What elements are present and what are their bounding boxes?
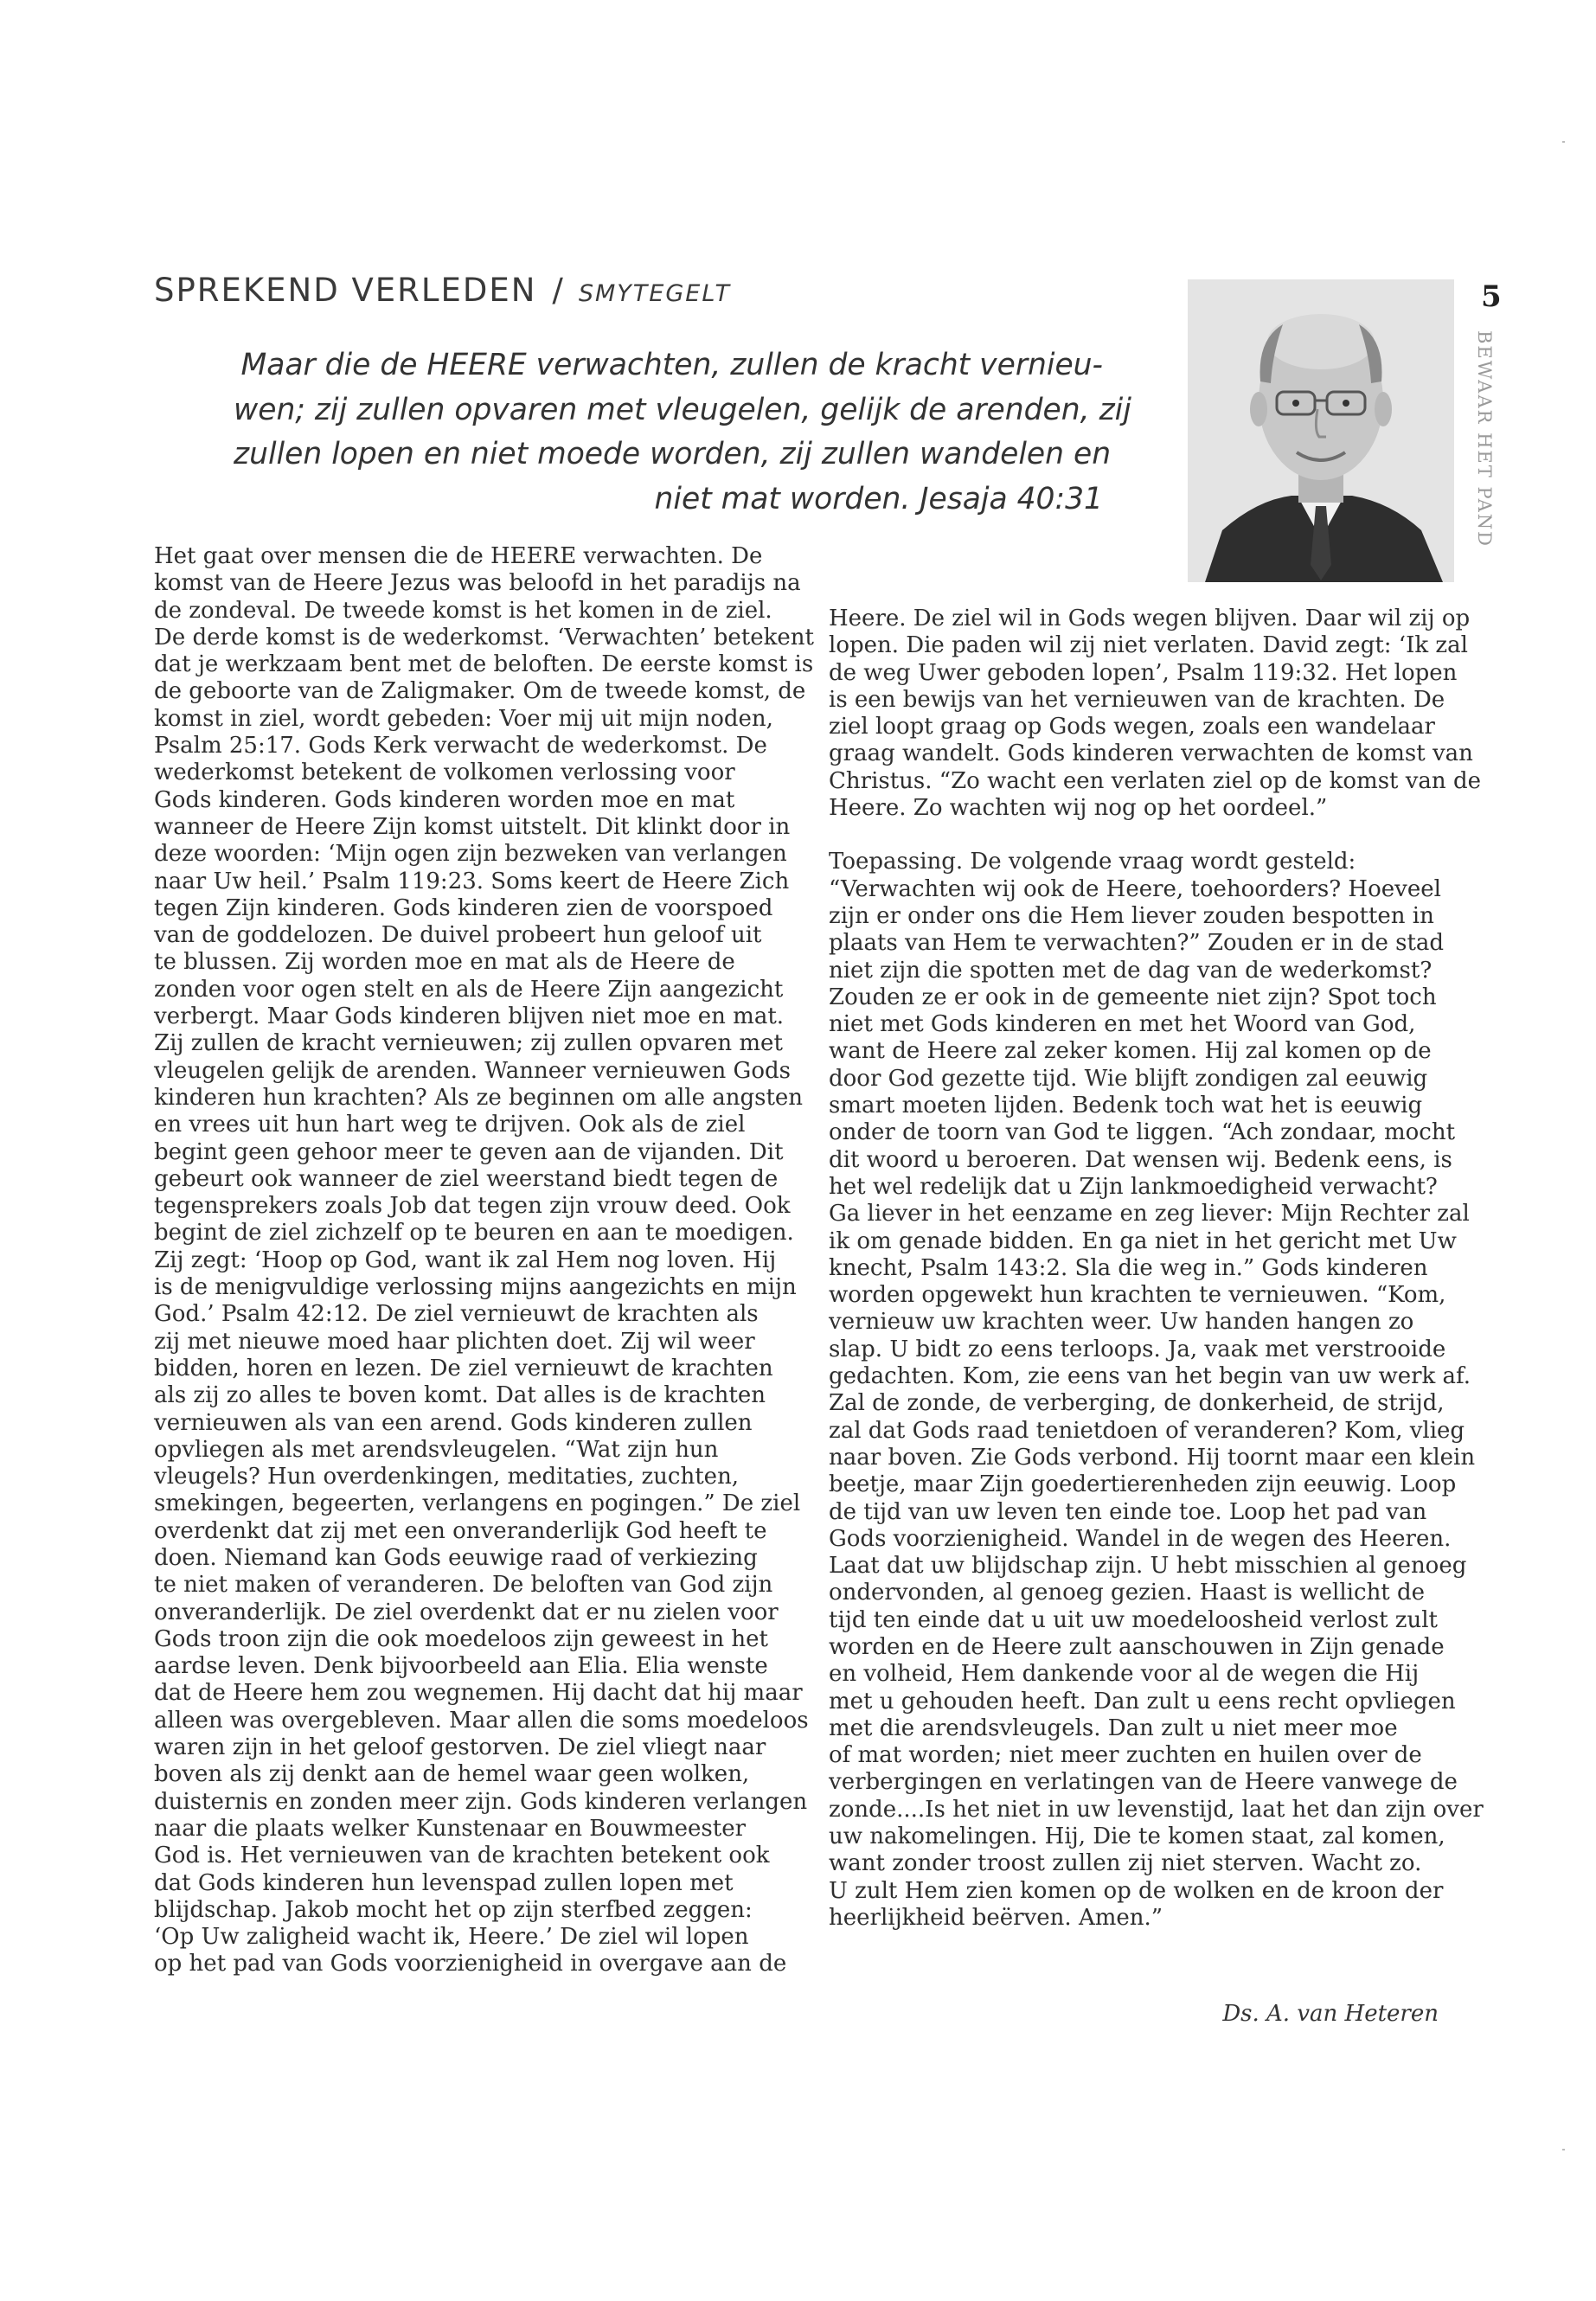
- text-line: het wel redelijk dat u Zijn lankmoedigheid verwacht?: [829, 1173, 1438, 1200]
- text-line: niet met Gods kinderen en met het Woord van God,: [829, 1011, 1416, 1038]
- text-line: dit woord u beroeren. Dat wensen wij. Bedenk eens, is: [829, 1146, 1452, 1173]
- text-line: tegensprekers zoals Job dat tegen zijn vrouw deed. Ook: [154, 1193, 791, 1220]
- text-line: te niet maken of veranderen. De beloften van God zijn: [154, 1572, 773, 1599]
- header-separator: /: [552, 272, 563, 309]
- text-line: alleen was overgebleven. Maar allen die soms moedeloos: [154, 1707, 809, 1734]
- text-line: is de menigvuldige verlossing mijns aangezichts en mijn: [154, 1274, 797, 1301]
- text-line: wederkomst betekent de volkomen verlossing voor: [154, 760, 735, 786]
- text-line: worden opgewekt hun krachten te vernieuwen. “Kom,: [829, 1282, 1446, 1309]
- text-line: U zult Hem zien komen op de wolken en de kroon der: [829, 1877, 1444, 1904]
- text-line: vernieuw uw krachten weer. Uw handen hangen zo: [829, 1309, 1414, 1336]
- text-line: onder de toorn van God te liggen. “Ach zondaar, mocht: [829, 1119, 1456, 1146]
- text-line: Gods voorzienigheid. Wandel in de wegen des Heeren.: [829, 1525, 1452, 1552]
- text-line: zijn er onder ons die Hem liever zouden bespotten in: [829, 902, 1434, 929]
- text-line: Gods kinderen. Gods kinderen worden moe en mat: [154, 786, 735, 813]
- text-line: Heere. Zo wachten wij nog op het oordeel.”: [829, 795, 1328, 822]
- text-line: zij met nieuwe moed haar plichten doet. Zij wil weer: [154, 1328, 755, 1355]
- text-line: ik om genade bidden. En ga niet in het gericht met Uw: [829, 1227, 1457, 1254]
- text-line: Christus. “Zo wacht een verlaten ziel op de komst van de: [829, 767, 1481, 794]
- text-line: de weg Uwer geboden lopen’, Psalm 119:32. Het lopen: [829, 659, 1458, 686]
- quote-line: niet mat worden. Jesaja 40:31: [654, 481, 1103, 516]
- text-line: naar boven. Zie Gods verbond. Hij toornt maar een klein: [829, 1444, 1476, 1471]
- text-line: overdenkt dat zij met een onveranderlijk God heeft te: [154, 1517, 767, 1544]
- text-line: dat de Heere hem zou wegnemen. Hij dacht dat hij maar: [154, 1680, 803, 1707]
- text-line: Psalm 25:17. Gods Kerk verwacht de wederkomst. De: [154, 733, 767, 760]
- text-line: zonden voor ogen stelt en als de Heere Zijn aangezicht: [154, 976, 784, 1003]
- author-portrait-photo: [1188, 279, 1454, 582]
- text-line: ondervonden, al genoeg gezien. Haast is wellicht de: [829, 1580, 1426, 1606]
- text-line: verbergt. Maar Gods kinderen blijven niet moe en mat.: [154, 1003, 785, 1030]
- page-number: 5: [1481, 279, 1502, 314]
- paragraph-gap: [829, 822, 1452, 849]
- crop-mark: [1562, 2149, 1565, 2150]
- text-line: en volheid, Hem dankende voor al de wegen die Hij: [829, 1661, 1420, 1688]
- text-line: van de goddelozen. De duivel probeert hun geloof uit: [154, 922, 762, 949]
- text-line: begint de ziel zichzelf op te beuren en aan te moedigen.: [154, 1220, 794, 1247]
- text-line: gedachten. Kom, zie eens van het begin van uw werk af.: [829, 1363, 1471, 1390]
- text-line: bidden, horen en lezen. De ziel vernieuwt de krachten: [154, 1355, 773, 1381]
- text-line: zonde....Is het niet in uw levenstijd, laat het dan zijn over: [829, 1796, 1484, 1823]
- scripture-quote: [234, 343, 1131, 522]
- text-line: slap. U bidt zo eens terloops. Ja, vaak met verstrooide: [829, 1336, 1446, 1362]
- text-line: opvliegen als met arendsvleugelen. “Wat zijn hun: [154, 1436, 719, 1463]
- text-line: zal dat Gods raad tenietdoen of veranderen? Kom, vlieg: [829, 1417, 1465, 1444]
- text-line: Zij zegt: ‘Hoop op God, want ik zal Hem nog loven. Hij: [154, 1247, 777, 1273]
- text-line: want zonder troost zullen zij niet sterven. Wacht zo.: [829, 1850, 1422, 1877]
- text-line: de geboorte van de Zaligmaker. Om de tweede komst, de: [154, 678, 806, 705]
- text-line: naar die plaats welker Kunstenaar en Bouwmeester: [154, 1815, 747, 1842]
- text-line: als zij zo alles te boven komt. Dat alles is de krachten: [154, 1382, 766, 1409]
- text-line: Laat dat uw blijdschap zijn. U hebt misschien al genoeg: [829, 1553, 1467, 1580]
- text-line: worden en de Heere zult aanschouwen in Zijn genade: [829, 1633, 1445, 1660]
- text-line: vleugels? Hun overdenkingen, meditaties, zuchten,: [154, 1464, 740, 1490]
- text-line: duisternis en zonden meer zijn. Gods kinderen verlangen: [154, 1788, 808, 1815]
- text-line: Ga liever in het eenzame en zeg liever: Mijn Rechter zal: [829, 1201, 1470, 1227]
- text-line: lopen. Die paden wil zij niet verlaten. David zegt: ‘Ik zal: [829, 632, 1468, 659]
- text-line: graag wandelt. Gods kinderen verwachten de komst van: [829, 740, 1473, 767]
- text-line: plaats van Hem te verwachten?” Zouden er in de stad: [829, 930, 1445, 957]
- text-line: vernieuwen als van een arend. Gods kinderen zullen: [154, 1409, 753, 1436]
- article-column-right: [829, 606, 1484, 1932]
- text-line: gebeurt ook wanneer de ziel weerstand biedt tegen de: [154, 1165, 779, 1192]
- text-line: aardse leven. Denk bijvoorbeeld aan Elia. Elia wenste: [154, 1653, 768, 1680]
- text-line: tijd ten einde dat u uit uw moedeloosheid verlost zult: [829, 1606, 1439, 1633]
- text-line: Zij zullen de kracht vernieuwen; zij zullen opvaren met: [154, 1030, 783, 1057]
- text-line: ziel loopt graag op Gods wegen, zoals een wandelaar: [829, 714, 1435, 740]
- series-title: SMYTEGELT: [578, 280, 732, 307]
- text-line: tegen Zijn kinderen. Gods kinderen zien de voorspoed: [154, 894, 773, 921]
- text-line: Gods troon zijn die ook moedeloos zijn geweest in het: [154, 1625, 768, 1652]
- section-title: SPREKEND VERLEDEN: [154, 272, 537, 309]
- text-line: “Verwachten wij ook de Heere, toehoorders? Hoeveel: [829, 875, 1441, 902]
- text-line: doen. Niemand kan Gods eeuwige raad of verkiezing: [154, 1544, 758, 1571]
- text-line: knecht, Psalm 143:2. Sla die weg in.” Gods kinderen: [829, 1254, 1428, 1281]
- article-column-left: [154, 543, 814, 1978]
- text-line: Toepassing. De volgende vraag wordt gesteld:: [829, 849, 1356, 875]
- text-line: De derde komst is de wederkomst. ‘Verwachten’ betekent: [154, 624, 814, 651]
- text-line: God.’ Psalm 42:12. De ziel vernieuwt de krachten als: [154, 1301, 759, 1328]
- text-line: vleugelen gelijk de arenden. Wanneer vernieuwen Gods: [154, 1057, 791, 1084]
- text-line: met u gehouden heeft. Dan zult u eens recht opvliegen: [829, 1688, 1456, 1715]
- text-line: Zal de zonde, de verberging, de donkerheid, de strijd,: [829, 1390, 1445, 1417]
- text-line: en vrees uit hun hart weg te drijven. Ook als de ziel: [154, 1112, 746, 1138]
- text-line: ‘Op Uw zaligheid wacht ik, Heere.’ De ziel wil lopen: [154, 1924, 749, 1951]
- text-line: met die arendsvleugels. Dan zult u niet meer moe: [829, 1715, 1398, 1741]
- crop-mark: [1562, 141, 1565, 143]
- text-line: Het gaat over mensen die de HEERE verwachten. De: [154, 543, 763, 569]
- text-line: begint geen gehoor meer te geven aan de vijanden. Dit: [154, 1138, 784, 1165]
- portrait-illustration: [1188, 279, 1454, 582]
- text-line: deze woorden: ‘Mijn ogen zijn bezweken van verlangen: [154, 841, 787, 868]
- text-line: uw nakomelingen. Hij, Die te komen staat, zal komen,: [829, 1823, 1445, 1850]
- text-line: onveranderlijk. De ziel overdenkt dat er nu zielen voor: [154, 1599, 779, 1625]
- text-line: naar Uw heil.’ Psalm 119:23. Soms keert de Heere Zich: [154, 868, 790, 894]
- text-line: op het pad van Gods voorzienigheid in overgave aan de: [154, 1951, 787, 1977]
- running-title: BEWAAR HET PAND: [1474, 330, 1495, 548]
- text-line: verbergingen en verlatingen van de Heere vanwege de: [829, 1769, 1458, 1796]
- text-line: smekingen, begeerten, verlangens en pogingen.” De ziel: [154, 1490, 801, 1517]
- page-header: [154, 272, 731, 309]
- text-line: de zondeval. De tweede komst is het komen in de ziel.: [154, 597, 772, 624]
- text-line: want de Heere zal zeker komen. Hij zal komen op de: [829, 1038, 1432, 1065]
- text-line: God is. Het vernieuwen van de krachten betekent ook: [154, 1843, 770, 1869]
- text-line: Zouden ze er ook in de gemeente niet zijn? Spot toch: [829, 984, 1437, 1010]
- text-line: heerlijkheid beërven. Amen.”: [829, 1904, 1163, 1931]
- text-line: beetje, maar Zijn goedertierenheden zijn eeuwig. Loop: [829, 1471, 1457, 1498]
- text-line: dat je werkzaam bent met de beloften. De eerste komst is: [154, 651, 814, 678]
- quote-line: Maar die de HEERE verwachten, zullen de kracht vernieu-: [240, 348, 1103, 382]
- text-line: dat Gods kinderen hun levenspad zullen lopen met: [154, 1869, 734, 1896]
- text-line: is een bewijs van het vernieuwen van de krachten. De: [829, 686, 1445, 713]
- author-signature: Ds. A. van Heteren: [1222, 2001, 1439, 2027]
- text-line: Heere. De ziel wil in Gods wegen blijven. Daar wil zij op: [829, 606, 1471, 631]
- text-line: waren zijn in het geloof gestorven. De ziel vliegt naar: [154, 1734, 766, 1761]
- text-line: komst van de Heere Jezus was beloofd in het paradijs na: [154, 570, 801, 597]
- text-line: te blussen. Zij worden moe en mat als de Heere de: [154, 949, 735, 976]
- quote-line: wen; zij zullen opvaren met vleugelen, gelijk de arenden, zij: [234, 392, 1131, 427]
- text-line: boven als zij denkt aan de hemel waar geen wolken,: [154, 1761, 750, 1788]
- text-line: niet zijn die spotten met de dag van de wederkomst?: [829, 957, 1433, 984]
- text-line: kinderen hun krachten? Als ze beginnen om alle angsten: [154, 1084, 804, 1111]
- text-line: smart moeten lijden. Bedenk toch wat het is eeuwig: [829, 1093, 1423, 1119]
- text-line: blijdschap. Jakob mocht het op zijn sterfbed zeggen:: [154, 1896, 753, 1923]
- quote-line: zullen lopen en niet moede worden, zij zullen wandelen en: [234, 437, 1112, 471]
- text-line: door God gezette tijd. Wie blijft zondigen zal eeuwig: [829, 1065, 1428, 1092]
- text-line: wanneer de Heere Zijn komst uitstelt. Dit klinkt door in: [154, 813, 791, 840]
- text-line: komst in ziel, wordt gebeden: Voer mij uit mijn noden,: [154, 705, 773, 732]
- text-line: de tijd van uw leven ten einde toe. Loop het pad van: [829, 1498, 1427, 1525]
- text-line: of mat worden; niet meer zuchten en huilen over de: [829, 1742, 1422, 1769]
